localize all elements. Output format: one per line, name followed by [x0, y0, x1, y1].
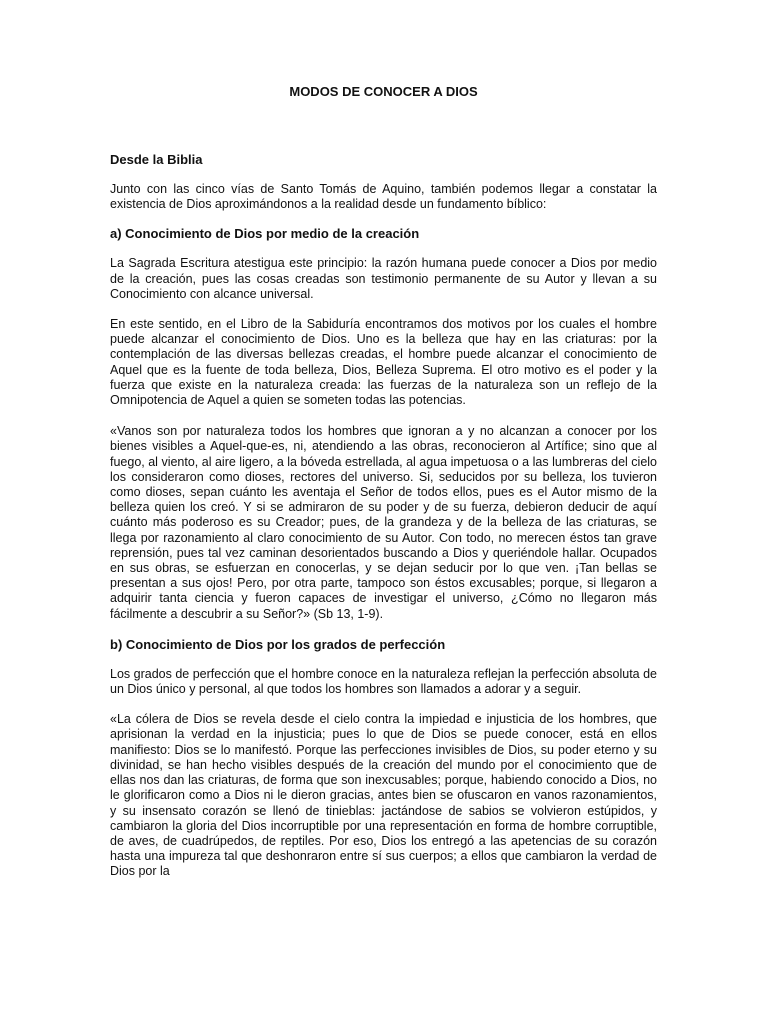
paragraph-sabiduria: En este sentido, en el Libro de la Sabiduría encontramos dos motivos por los cuales el hombre puede alcanzar el conocimiento de Dios. Uno es la belleza que hay en las criaturas: por la contemplación de las diversas bellezas creadas, el hombre puede alcanzar el conocimiento de Aquel que es la fuente de toda belleza, Dios, Belleza Suprema. El otro motivo es el poder y la fuerza que existe en la naturaleza creada: las fuerzas de la naturaleza son un reflejo de la Omnipotencia de Aquel a quien se someten todas las potencias.: [110, 317, 657, 408]
section-heading-biblia: Desde la Biblia: [110, 152, 203, 167]
subheading-perfeccion: b) Conocimiento de Dios por los grados de perfección: [110, 636, 446, 652]
quote-romanos: «La cólera de Dios se revela desde el cielo contra la impiedad e injusticia de los hombres, que aprisionan la verdad en la injusticia; pues lo que de Dios se puede conocer, está en ellos manifiesto: Dios se lo manifestó. Porque las perfecciones invisibles de Dios, su poder eterno y su divinidad, se han hecho visibles después de la creación del mundo por el conocimiento que de ellas nos dan las criaturas, de forma que son inexcusables; porque, habiendo conocido a Dios, no le glorificaron como a Dios ni le dieron gracias, antes bien se ofuscaron en vanos razonamientos, y su insensato corazón se llenó de tinieblas: jactándose de sabios se volvieron estúpidos, y cambiaron la gloria del Dios incorruptible por una representación en forma de hombre corruptible, de aves, de cuadrúpedos, de reptiles. Por eso, Dios los entregó a las apetencias de su corazón hasta una impureza tal que deshonraron entre sí sus cuerpos; a ellos que cambiaron la verdad de Dios por la: [110, 712, 657, 879]
document-title: MODOS DE CONOCER A DIOS: [289, 84, 478, 99]
subheading-creacion: a) Conocimiento de Dios por medio de la creación: [110, 226, 420, 242]
paragraph-escritura: La Sagrada Escritura atestigua este principio: la razón humana puede conocer a Dios por medio de la creación, pues las cosas creadas son testimonio permanente de su Autor y llevan a su Conocimiento con alcance universal.: [110, 256, 657, 301]
intro-paragraph: Junto con las cinco vías de Santo Tomás de Aquino, también podemos llegar a constatar la existencia de Dios aproximándonos a la realidad desde un fundamento bíblico:: [110, 182, 657, 212]
paragraph-grados: Los grados de perfección que el hombre conoce en la naturaleza reflejan la perfección absoluta de un Dios único y personal, al que todos los hombres son llamados a adorar y a seguir.: [110, 666, 657, 697]
quote-sabiduria: «Vanos son por naturaleza todos los hombres que ignoran a y no alcanzan a conocer por los bienes visibles a Aquel-que-es, ni, atendiendo a las obras, reconocieron al Artífice; sino que al fuego, al viento, al aire ligero, a la bóveda estrellada, al agua impetuosa o a las lumbreras del cielo los consideraron como dioses, rectores del universo. Si, seducidos por su belleza, los tuvieron como dioses, sepan cuánto les aventaja el Señor de todos ellos, pues es el Autor mismo de la belleza quien los creó. Y si se admiraron de su poder y de su fuerza, debieron deducir de aquí cuánto más poderoso es su Creador; pues, de la grandeza y de la belleza de las criaturas, se llega por razonamiento al claro conocimiento de su Autor. Con todo, no merecen éstos tan grave reprensión, pues tal vez caminan desorientados buscando a Dios y queriéndole hallar. Ocupados en sus obras, se esfuerzan en conocerlas, y se dejan seducir por lo que ven. ¡Tan bellas se presentan a sus ojos! Pero, por otra parte, tampoco son éstos excusables; porque, si llegaron a adquirir tanta ciencia y fueron capaces de investigar el universo, ¿Cómo no llegaron más fácilmente a descubrir a su Señor?» (Sb 13, 1-9).: [110, 424, 657, 621]
